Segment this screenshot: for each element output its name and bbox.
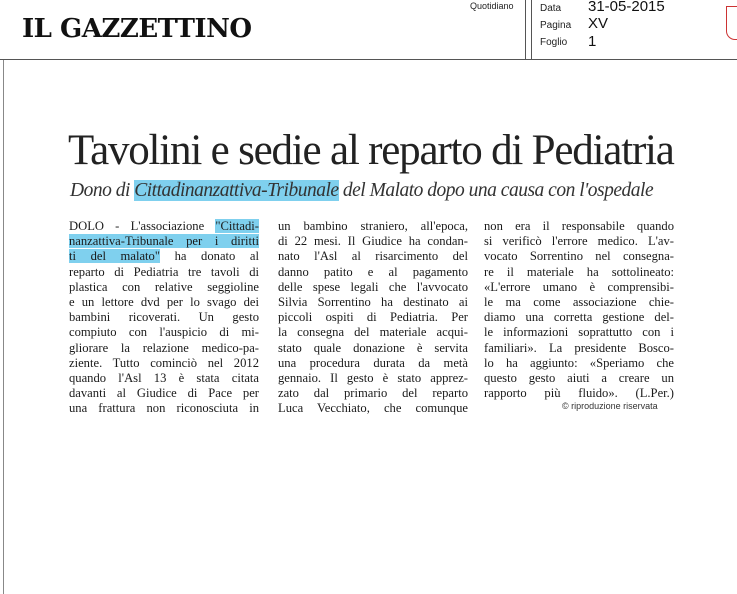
text-line: bambini ricoverati. Un gesto — [69, 310, 259, 325]
masthead: IL GAZZETTINO — [22, 14, 252, 44]
page-label: Pagina — [540, 20, 572, 31]
text-line: nato l'Asl al risarcimento del — [278, 249, 468, 264]
text-line: rapporto più fluido». (L.Per.) — [484, 386, 674, 401]
text-line: un bambino straniero, all'epoca, — [278, 219, 468, 233]
text-line: «L'errore umano è comprensibi- — [484, 279, 674, 294]
text-line: una frattura non riconosciuta in — [69, 401, 259, 416]
text-line: danno patito e al pagamento — [278, 264, 468, 279]
text-line: plastica con relative seggioline — [69, 279, 259, 294]
highlight: nanzattiva-Tribunale per i diritti — [69, 234, 259, 249]
text-line: e un lettore dvd per lo svago dei — [69, 295, 259, 310]
text-line: la consegna del materiale acqui- — [278, 325, 468, 340]
text-line: lo ha aggiunto: «Speriamo che — [484, 355, 674, 370]
article-column-1 — [69, 219, 259, 417]
header-divider — [531, 0, 532, 60]
text-line: Silvia Sorrentino ha destinato ai — [278, 295, 468, 310]
highlight: "Cittadi- — [215, 219, 259, 233]
text-line: le informazioni soprattutto con i — [484, 325, 674, 340]
text-line: Luca Vecchiato, che comunque — [278, 401, 468, 416]
text-line: una procedura durata da metà — [278, 355, 468, 370]
text-line: gennaio. Il gesto è stato apprez- — [278, 371, 468, 386]
page-value: XV — [588, 15, 609, 32]
text-line: ti del malato" ha donato al — [69, 249, 260, 264]
date-label: Data — [540, 3, 562, 14]
article-column-3 — [484, 219, 674, 401]
publication-type: Quotidiano — [470, 1, 514, 11]
text-line: diamo una corretta gestione del- — [484, 310, 674, 325]
text-line: ziente. Tutto cominciò nel 2012 — [69, 355, 259, 370]
text-line: reparto di Pediatria tre tavoli di — [69, 264, 259, 279]
text-line: questo gesto aiuti a creare un — [484, 371, 674, 386]
text-line: familiari». La presidente Bosco- — [484, 340, 674, 355]
text-line: zato dal primario del reparto — [278, 386, 468, 401]
text-line: si verificò l'errore medico. L'av- — [484, 234, 674, 249]
article-column-2 — [278, 219, 468, 417]
highlight: ti del malato" — [69, 249, 160, 264]
article-subhead — [70, 180, 690, 202]
text-line: quando l'Asl 13 è stata citata — [69, 371, 259, 386]
text-line: di 22 mesi. Il Giudice ha condan- — [278, 234, 468, 249]
subhead-post: del Malato dopo una causa con l'ospedale — [338, 180, 654, 201]
text-line: le ma come associazione chie- — [484, 295, 674, 310]
shield-logo-icon — [726, 6, 737, 40]
text-line: piccoli ospiti di Pediatria. Per — [278, 310, 468, 325]
date-value: 31-05-2015 — [588, 0, 665, 15]
sheet-label: Foglio — [540, 37, 568, 48]
text-line: re il materiale ha sottolineato: — [484, 264, 674, 279]
article-headline: Tavolini e sedie al reparto di Pediatria — [68, 127, 674, 174]
text-line: gliorare la relazione medico-pa- — [69, 340, 259, 355]
copyright-notice: © riproduzione riservata — [562, 401, 658, 411]
subhead-highlight: Cittadinanzattiva-Tribunale — [134, 180, 339, 201]
subhead-pre: Dono di — [70, 180, 135, 201]
text-line: vocato Sorrentino nel consegna- — [484, 249, 674, 264]
sheet-value: 1 — [588, 33, 597, 50]
text-line — [69, 234, 259, 249]
text-line: davanti al Giudice di Pace per — [69, 386, 259, 401]
text-line: delle spese legali che l'avvocato — [278, 279, 468, 294]
text-line: compiuto con l'auspicio di mi- — [69, 325, 259, 340]
text-line: stato quale donazione è servita — [278, 340, 468, 355]
text-line: non era il responsabile quando — [484, 219, 674, 233]
page-frame-line — [3, 60, 4, 594]
clipping-header — [0, 0, 737, 60]
header-divider — [525, 0, 526, 60]
text-line: DOLO - L'associazione "Cittadi- — [69, 219, 259, 233]
